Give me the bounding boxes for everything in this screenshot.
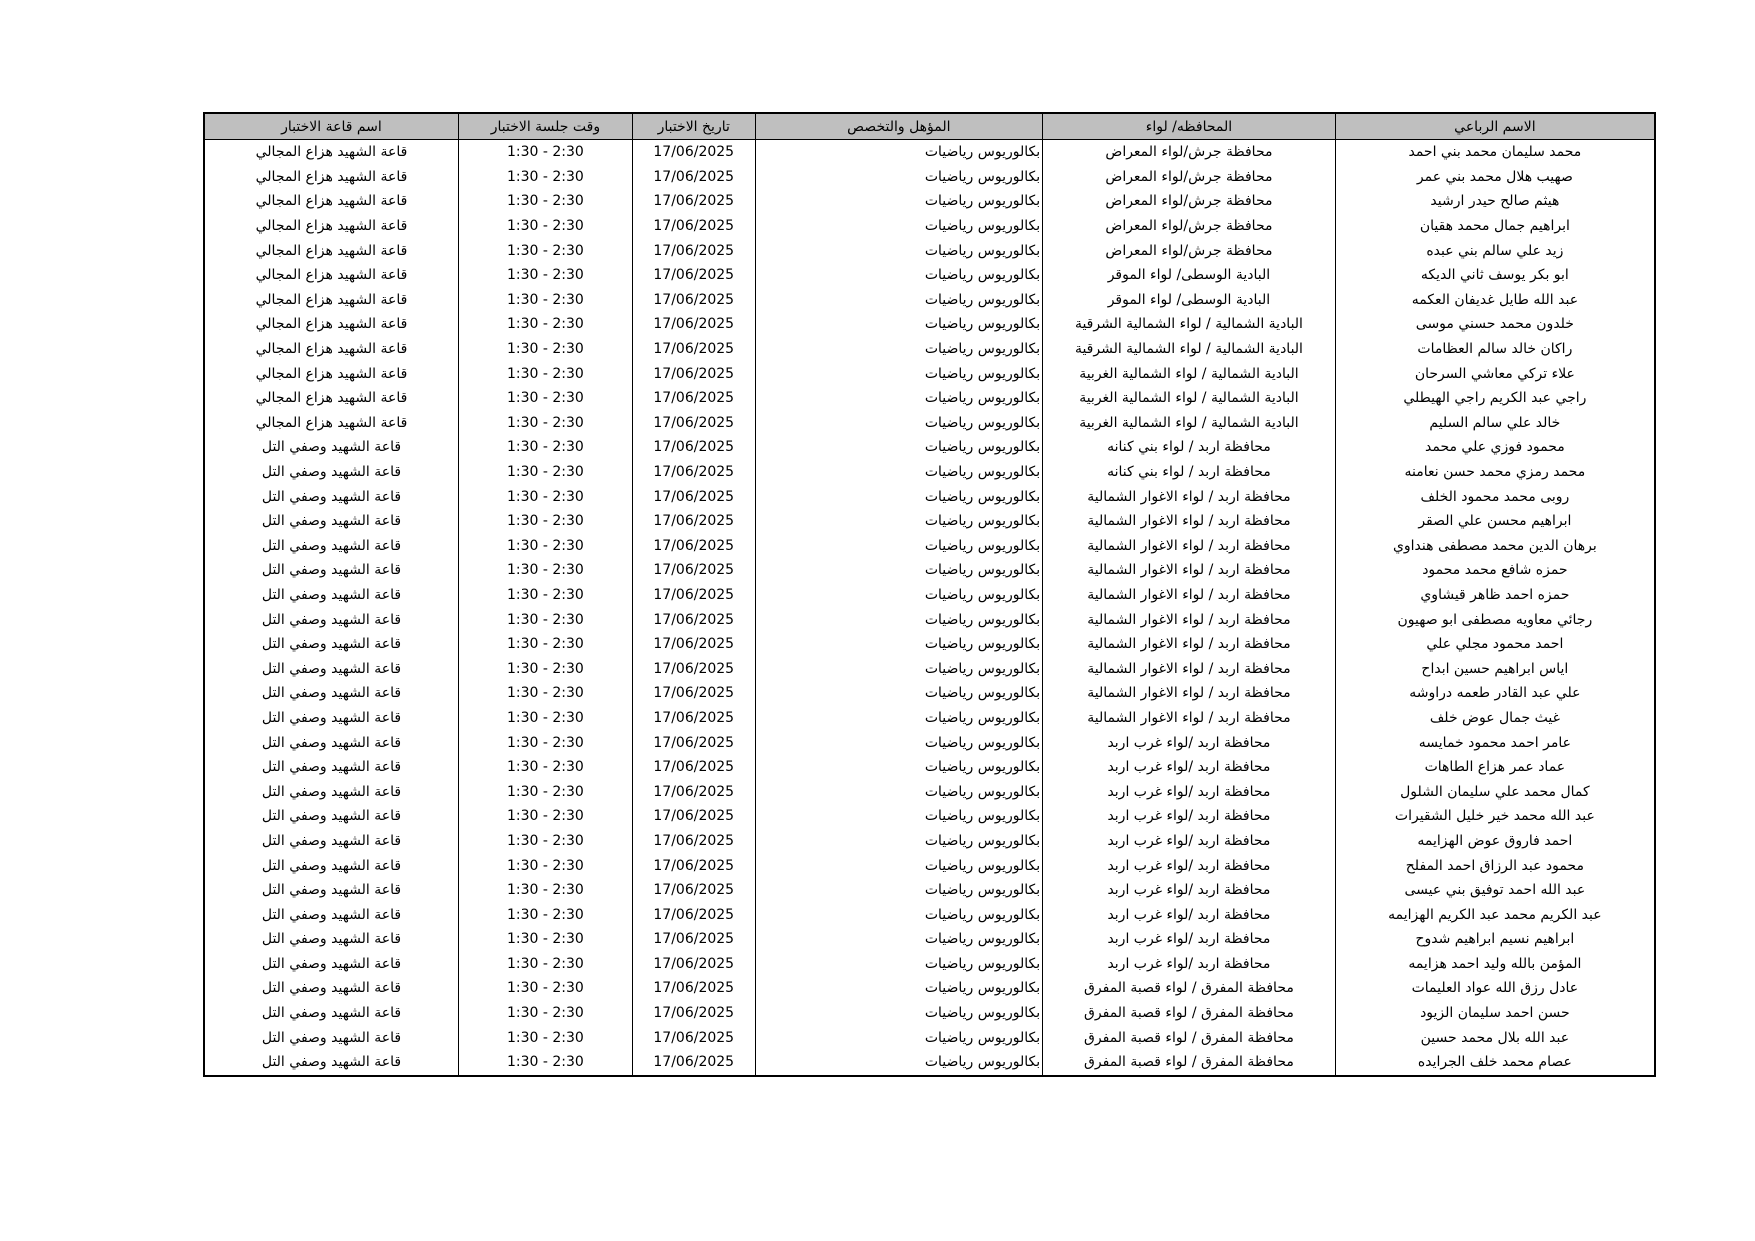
cell-qualification: بكالوريوس رياضيات [755,558,1043,583]
table-row [204,902,1655,927]
cell-date: 17/06/2025 [632,779,755,804]
cell-date: 17/06/2025 [632,1050,755,1076]
cell-qualification: بكالوريوس رياضيات [755,878,1043,903]
cell-qualification: بكالوريوس رياضيات [755,706,1043,731]
table-row [204,1001,1655,1026]
table-row [204,337,1655,362]
table-body [204,140,1655,1076]
cell-qualification: بكالوريوس رياضيات [755,607,1043,632]
cell-time: 1:30 - 2:30 [458,1025,632,1050]
cell-name: عبد الكريم محمد عبد الكريم الهزايمه [1335,902,1655,927]
cell-name: حسن احمد سليمان الزيود [1335,1001,1655,1026]
cell-date: 17/06/2025 [632,140,755,165]
cell-hall: قاعة الشهيد وصفي التل [204,681,458,706]
cell-qualification: بكالوريوس رياضيات [755,804,1043,829]
cell-qualification: بكالوريوس رياضيات [755,730,1043,755]
cell-time: 1:30 - 2:30 [458,952,632,977]
cell-hall: قاعة الشهيد وصفي التل [204,1050,458,1076]
cell-time: 1:30 - 2:30 [458,238,632,263]
cell-name: هيثم صالح حيدر ارشيد [1335,189,1655,214]
cell-date: 17/06/2025 [632,288,755,313]
table-row [204,312,1655,337]
table-header [204,113,1655,140]
cell-hall: قاعة الشهيد وصفي التل [204,509,458,534]
cell-hall: قاعة الشهيد وصفي التل [204,484,458,509]
cell-qualification: بكالوريوس رياضيات [755,337,1043,362]
cell-date: 17/06/2025 [632,337,755,362]
cell-time: 1:30 - 2:30 [458,706,632,731]
cell-date: 17/06/2025 [632,706,755,731]
cell-name: احمد فاروق عوض الهزايمه [1335,829,1655,854]
cell-date: 17/06/2025 [632,878,755,903]
cell-date: 17/06/2025 [632,534,755,559]
cell-date: 17/06/2025 [632,632,755,657]
cell-qualification: بكالوريوس رياضيات [755,263,1043,288]
cell-time: 1:30 - 2:30 [458,435,632,460]
cell-date: 17/06/2025 [632,214,755,239]
cell-name: غيث جمال عوض خلف [1335,706,1655,731]
cell-date: 17/06/2025 [632,902,755,927]
cell-date: 17/06/2025 [632,607,755,632]
cell-region: محافظة اربد / لواء الاغوار الشمالية [1043,534,1336,559]
cell-date: 17/06/2025 [632,509,755,534]
cell-region: البادية الشمالية / لواء الشمالية الغربية [1043,411,1336,436]
cell-name: عماد عمر هزاع الطاهات [1335,755,1655,780]
cell-time: 1:30 - 2:30 [458,804,632,829]
cell-qualification: بكالوريوس رياضيات [755,1001,1043,1026]
cell-qualification: بكالوريوس رياضيات [755,435,1043,460]
cell-date: 17/06/2025 [632,804,755,829]
cell-time: 1:30 - 2:30 [458,902,632,927]
cell-qualification: بكالوريوس رياضيات [755,1025,1043,1050]
cell-time: 1:30 - 2:30 [458,361,632,386]
table-row [204,534,1655,559]
cell-region: محافظة اربد /لواء غرب اربد [1043,952,1336,977]
cell-region: البادية الشمالية / لواء الشمالية الغربية [1043,361,1336,386]
table-row [204,165,1655,190]
cell-name: محمود فوزي علي محمد [1335,435,1655,460]
cell-name: ابراهيم محسن علي الصقر [1335,509,1655,534]
cell-hall: قاعة الشهيد وصفي التل [204,927,458,952]
header-name: الاسم الرباعي [1335,113,1655,140]
cell-region: محافظة اربد / لواء الاغوار الشمالية [1043,706,1336,731]
cell-name: عصام محمد خلف الجرايده [1335,1050,1655,1076]
cell-qualification: بكالوريوس رياضيات [755,288,1043,313]
cell-date: 17/06/2025 [632,583,755,608]
cell-name: عبد الله احمد توفيق بني عيسى [1335,878,1655,903]
cell-date: 17/06/2025 [632,730,755,755]
cell-date: 17/06/2025 [632,189,755,214]
cell-name: ابراهيم جمال محمد هقيان [1335,214,1655,239]
cell-name: رجائي معاويه مصطفى ابو صهيون [1335,607,1655,632]
cell-region: محافظة اربد / لواء الاغوار الشمالية [1043,558,1336,583]
cell-date: 17/06/2025 [632,656,755,681]
cell-qualification: بكالوريوس رياضيات [755,460,1043,485]
table-row [204,632,1655,657]
cell-date: 17/06/2025 [632,460,755,485]
cell-time: 1:30 - 2:30 [458,583,632,608]
cell-time: 1:30 - 2:30 [458,656,632,681]
cell-hall: قاعة الشهيد وصفي التل [204,976,458,1001]
cell-qualification: بكالوريوس رياضيات [755,214,1043,239]
cell-time: 1:30 - 2:30 [458,730,632,755]
cell-date: 17/06/2025 [632,411,755,436]
cell-name: عامر احمد محمود خمايسه [1335,730,1655,755]
cell-hall: قاعة الشهيد هزاع المجالي [204,361,458,386]
cell-region: البادية الشمالية / لواء الشمالية الشرقية [1043,312,1336,337]
cell-name: حمزه شافع محمد محمود [1335,558,1655,583]
cell-region: محافظة اربد /لواء غرب اربد [1043,927,1336,952]
cell-region: محافظة اربد /لواء غرب اربد [1043,853,1336,878]
table-row [204,607,1655,632]
cell-time: 1:30 - 2:30 [458,214,632,239]
cell-qualification: بكالوريوس رياضيات [755,902,1043,927]
cell-region: محافظة المفرق / لواء قصبة المفرق [1043,1050,1336,1076]
cell-name: عبد الله طايل غديفان العكمه [1335,288,1655,313]
cell-qualification: بكالوريوس رياضيات [755,632,1043,657]
cell-time: 1:30 - 2:30 [458,288,632,313]
cell-time: 1:30 - 2:30 [458,558,632,583]
table-row [204,681,1655,706]
cell-time: 1:30 - 2:30 [458,484,632,509]
table-row [204,952,1655,977]
table-row [204,460,1655,485]
cell-date: 17/06/2025 [632,484,755,509]
cell-hall: قاعة الشهيد وصفي التل [204,902,458,927]
cell-region: محافظة اربد /لواء غرب اربد [1043,730,1336,755]
cell-name: ابراهيم نسيم ابراهيم شدوح [1335,927,1655,952]
cell-hall: قاعة الشهيد هزاع المجالي [204,312,458,337]
cell-name: خلدون محمد حسني موسى [1335,312,1655,337]
cell-name: محمد سليمان محمد بني احمد [1335,140,1655,165]
cell-time: 1:30 - 2:30 [458,927,632,952]
exam-schedule-table [203,112,1656,1077]
table-row [204,755,1655,780]
cell-hall: قاعة الشهيد هزاع المجالي [204,165,458,190]
table-row [204,263,1655,288]
cell-hall: قاعة الشهيد وصفي التل [204,779,458,804]
cell-date: 17/06/2025 [632,312,755,337]
cell-qualification: بكالوريوس رياضيات [755,829,1043,854]
cell-qualification: بكالوريوس رياضيات [755,779,1043,804]
cell-date: 17/06/2025 [632,1001,755,1026]
cell-region: محافظة اربد /لواء غرب اربد [1043,779,1336,804]
cell-qualification: بكالوريوس رياضيات [755,484,1043,509]
cell-region: محافظة اربد / لواء بني كنانه [1043,460,1336,485]
cell-hall: قاعة الشهيد وصفي التل [204,607,458,632]
cell-time: 1:30 - 2:30 [458,878,632,903]
cell-qualification: بكالوريوس رياضيات [755,583,1043,608]
cell-region: محافظة اربد / لواء الاغوار الشمالية [1043,509,1336,534]
cell-hall: قاعة الشهيد هزاع المجالي [204,189,458,214]
cell-time: 1:30 - 2:30 [458,189,632,214]
cell-hall: قاعة الشهيد وصفي التل [204,755,458,780]
cell-date: 17/06/2025 [632,238,755,263]
table-row [204,853,1655,878]
table-row [204,878,1655,903]
cell-name: زيد علي سالم بني عبده [1335,238,1655,263]
cell-time: 1:30 - 2:30 [458,853,632,878]
cell-region: محافظة جرش/لواء المعراض [1043,165,1336,190]
cell-qualification: بكالوريوس رياضيات [755,165,1043,190]
cell-name: علي عبد القادر طعمه دراوشه [1335,681,1655,706]
cell-hall: قاعة الشهيد هزاع المجالي [204,238,458,263]
table-row [204,927,1655,952]
cell-time: 1:30 - 2:30 [458,829,632,854]
cell-region: محافظة جرش/لواء المعراض [1043,214,1336,239]
table-row [204,1025,1655,1050]
cell-qualification: بكالوريوس رياضيات [755,386,1043,411]
cell-hall: قاعة الشهيد هزاع المجالي [204,140,458,165]
cell-qualification: بكالوريوس رياضيات [755,361,1043,386]
table-row [204,411,1655,436]
table-row [204,509,1655,534]
cell-time: 1:30 - 2:30 [458,1050,632,1076]
cell-region: محافظة اربد / لواء الاغوار الشمالية [1043,607,1336,632]
cell-time: 1:30 - 2:30 [458,386,632,411]
table-row [204,1050,1655,1076]
cell-region: محافظة اربد /لواء غرب اربد [1043,902,1336,927]
cell-qualification: بكالوريوس رياضيات [755,312,1043,337]
table-row [204,140,1655,165]
cell-region: محافظة اربد /لواء غرب اربد [1043,829,1336,854]
cell-date: 17/06/2025 [632,952,755,977]
cell-region: محافظة اربد / لواء الاغوار الشمالية [1043,632,1336,657]
cell-region: محافظة جرش/لواء المعراض [1043,140,1336,165]
cell-name: روبى محمد محمود الخلف [1335,484,1655,509]
cell-date: 17/06/2025 [632,755,755,780]
table-row [204,361,1655,386]
cell-time: 1:30 - 2:30 [458,140,632,165]
cell-qualification: بكالوريوس رياضيات [755,853,1043,878]
cell-date: 17/06/2025 [632,263,755,288]
cell-qualification: بكالوريوس رياضيات [755,534,1043,559]
cell-hall: قاعة الشهيد وصفي التل [204,632,458,657]
cell-time: 1:30 - 2:30 [458,534,632,559]
cell-time: 1:30 - 2:30 [458,976,632,1001]
cell-time: 1:30 - 2:30 [458,411,632,436]
cell-name: راجي عبد الكريم راجي الهيطلي [1335,386,1655,411]
table-row [204,829,1655,854]
cell-name: محمود عبد الرزاق احمد المفلح [1335,853,1655,878]
cell-name: عبد الله محمد خير خليل الشقيرات [1335,804,1655,829]
table-row [204,656,1655,681]
cell-name: عادل رزق الله عواد العليمات [1335,976,1655,1001]
cell-name: برهان الدين محمد مصطفى هنداوي [1335,534,1655,559]
cell-time: 1:30 - 2:30 [458,460,632,485]
table-row [204,189,1655,214]
table-row [204,976,1655,1001]
cell-date: 17/06/2025 [632,386,755,411]
cell-time: 1:30 - 2:30 [458,607,632,632]
cell-qualification: بكالوريوس رياضيات [755,238,1043,263]
cell-hall: قاعة الشهيد وصفي التل [204,558,458,583]
cell-qualification: بكالوريوس رياضيات [755,140,1043,165]
table-row [204,386,1655,411]
cell-hall: قاعة الشهيد وصفي التل [204,730,458,755]
cell-hall: قاعة الشهيد وصفي التل [204,583,458,608]
cell-time: 1:30 - 2:30 [458,509,632,534]
cell-qualification: بكالوريوس رياضيات [755,1050,1043,1076]
cell-name: علاء تركي معاشي السرحان [1335,361,1655,386]
cell-region: البادية الشمالية / لواء الشمالية الغربية [1043,386,1336,411]
cell-name: كمال محمد علي سليمان الشلول [1335,779,1655,804]
cell-date: 17/06/2025 [632,435,755,460]
cell-qualification: بكالوريوس رياضيات [755,681,1043,706]
cell-date: 17/06/2025 [632,165,755,190]
cell-hall: قاعة الشهيد هزاع المجالي [204,214,458,239]
cell-name: صهيب هلال محمد بني عمر [1335,165,1655,190]
cell-hall: قاعة الشهيد وصفي التل [204,1025,458,1050]
cell-region: البادية الوسطى/ لواء الموقر [1043,288,1336,313]
cell-hall: قاعة الشهيد وصفي التل [204,878,458,903]
cell-hall: قاعة الشهيد وصفي التل [204,656,458,681]
cell-hall: قاعة الشهيد هزاع المجالي [204,337,458,362]
header-region: المحافظه/ لواء [1043,113,1336,140]
cell-name: اياس ابراهيم حسين ابداح [1335,656,1655,681]
table-row [204,706,1655,731]
cell-date: 17/06/2025 [632,829,755,854]
table-row [204,779,1655,804]
cell-qualification: بكالوريوس رياضيات [755,509,1043,534]
header-hall: اسم قاعة الاختبار [204,113,458,140]
cell-region: محافظة المفرق / لواء قصبة المفرق [1043,1001,1336,1026]
cell-hall: قاعة الشهيد وصفي التل [204,853,458,878]
cell-time: 1:30 - 2:30 [458,312,632,337]
cell-qualification: بكالوريوس رياضيات [755,976,1043,1001]
cell-qualification: بكالوريوس رياضيات [755,755,1043,780]
cell-date: 17/06/2025 [632,976,755,1001]
cell-date: 17/06/2025 [632,681,755,706]
table-row [204,288,1655,313]
cell-time: 1:30 - 2:30 [458,755,632,780]
table-row [204,583,1655,608]
cell-hall: قاعة الشهيد هزاع المجالي [204,263,458,288]
cell-hall: قاعة الشهيد هزاع المجالي [204,288,458,313]
cell-name: حمزه احمد ظاهر قيشاوي [1335,583,1655,608]
table-row [204,558,1655,583]
table-row [204,435,1655,460]
cell-name: راكان خالد سالم العظامات [1335,337,1655,362]
cell-hall: قاعة الشهيد وصفي التل [204,952,458,977]
table-row [204,730,1655,755]
cell-hall: قاعة الشهيد وصفي التل [204,435,458,460]
cell-hall: قاعة الشهيد هزاع المجالي [204,386,458,411]
cell-name: محمد رمزي محمد حسن نعامنه [1335,460,1655,485]
cell-hall: قاعة الشهيد وصفي التل [204,1001,458,1026]
cell-time: 1:30 - 2:30 [458,263,632,288]
cell-time: 1:30 - 2:30 [458,632,632,657]
cell-time: 1:30 - 2:30 [458,1001,632,1026]
header-date: تاريخ الاختبار [632,113,755,140]
table-row [204,804,1655,829]
cell-name: المؤمن بالله وليد احمد هزايمه [1335,952,1655,977]
table-row [204,484,1655,509]
header-time: وقت جلسة الاختبار [458,113,632,140]
cell-name: ابو بكر يوسف ثاني الديكه [1335,263,1655,288]
cell-name: عبد الله بلال محمد حسين [1335,1025,1655,1050]
cell-qualification: بكالوريوس رياضيات [755,952,1043,977]
cell-region: محافظة اربد / لواء الاغوار الشمالية [1043,583,1336,608]
cell-time: 1:30 - 2:30 [458,337,632,362]
cell-hall: قاعة الشهيد هزاع المجالي [204,411,458,436]
cell-qualification: بكالوريوس رياضيات [755,411,1043,436]
cell-time: 1:30 - 2:30 [458,165,632,190]
cell-qualification: بكالوريوس رياضيات [755,656,1043,681]
header-qualification: المؤهل والتخصص [755,113,1043,140]
cell-region: محافظة اربد / لواء بني كنانه [1043,435,1336,460]
cell-region: البادية الشمالية / لواء الشمالية الشرقية [1043,337,1336,362]
cell-name: احمد محمود مجلي علي [1335,632,1655,657]
cell-region: محافظة المفرق / لواء قصبة المفرق [1043,1025,1336,1050]
cell-date: 17/06/2025 [632,927,755,952]
cell-date: 17/06/2025 [632,1025,755,1050]
cell-region: محافظة جرش/لواء المعراض [1043,238,1336,263]
cell-qualification: بكالوريوس رياضيات [755,927,1043,952]
cell-hall: قاعة الشهيد وصفي التل [204,534,458,559]
table-row [204,238,1655,263]
cell-qualification: بكالوريوس رياضيات [755,189,1043,214]
table-row [204,214,1655,239]
cell-region: محافظة اربد /لواء غرب اربد [1043,878,1336,903]
cell-hall: قاعة الشهيد وصفي التل [204,460,458,485]
cell-region: البادية الوسطى/ لواء الموقر [1043,263,1336,288]
cell-region: محافظة اربد / لواء الاغوار الشمالية [1043,484,1336,509]
cell-hall: قاعة الشهيد وصفي التل [204,804,458,829]
cell-date: 17/06/2025 [632,853,755,878]
cell-date: 17/06/2025 [632,558,755,583]
header-row [204,113,1655,140]
cell-region: محافظة اربد / لواء الاغوار الشمالية [1043,681,1336,706]
cell-region: محافظة اربد /لواء غرب اربد [1043,755,1336,780]
cell-region: محافظة اربد / لواء الاغوار الشمالية [1043,656,1336,681]
cell-date: 17/06/2025 [632,361,755,386]
cell-time: 1:30 - 2:30 [458,779,632,804]
cell-time: 1:30 - 2:30 [458,681,632,706]
cell-region: محافظة اربد /لواء غرب اربد [1043,804,1336,829]
cell-region: محافظة المفرق / لواء قصبة المفرق [1043,976,1336,1001]
cell-region: محافظة جرش/لواء المعراض [1043,189,1336,214]
cell-hall: قاعة الشهيد وصفي التل [204,829,458,854]
cell-hall: قاعة الشهيد وصفي التل [204,706,458,731]
cell-name: خالد علي سالم السليم [1335,411,1655,436]
